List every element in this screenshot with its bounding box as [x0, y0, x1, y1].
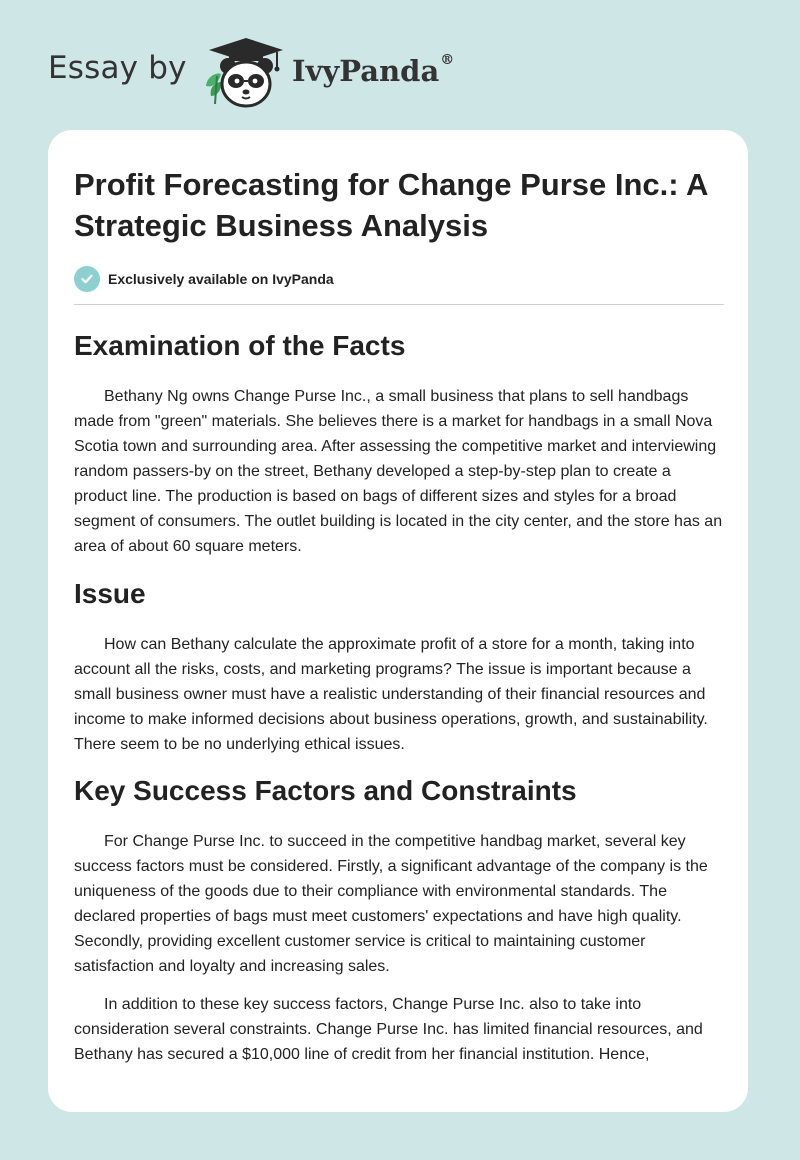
- check-circle-icon: [74, 266, 100, 292]
- section-paragraph: How can Bethany calculate the approximate profit of a store for a month, taking into account all the risks, costs, and marketing programs? The issue is important because a small business owner must have a realistic understanding of their financial resources and income to make informed decisions about business operations, growth, and sustainability. There seem to be no underlying ethical issues.: [74, 636, 708, 753]
- brand-name-text: IvyPanda: [292, 54, 440, 88]
- essay-by-label: Essay by: [48, 50, 187, 86]
- article-title: Profit Forecasting for Change Purse Inc.: A Strategic Business Analysis: [74, 167, 708, 243]
- registered-mark: ®: [440, 52, 455, 68]
- exclusive-badge: [74, 265, 724, 293]
- section-paragraph: In addition to these key success factors, Change Purse Inc. also to take into consideration several constraints. Change Purse Inc. has limited financial resources, and Bethany has secured a $10,000 line of credit from her financial institution. Hence,: [74, 996, 703, 1063]
- section-heading-facts: Examination of the Facts: [74, 330, 406, 361]
- section-heading-issue: Issue: [74, 578, 146, 609]
- section-paragraph: For Change Purse Inc. to succeed in the competitive handbag market, several key success factors must be considered. Firstly, a significant advantage of the company is the uniqueness of the goods due to their compliance with environmental standards. The declared properties of bags must meet customers' expectations and have high quality. Secondly, providing excellent customer service is critical to maintaining customer satisfaction and loyalty and increasing sales.: [74, 833, 708, 975]
- title-divider: [74, 304, 724, 305]
- article-content: [74, 164, 724, 1067]
- panda-logo-icon[interactable]: [203, 36, 285, 110]
- brand-name[interactable]: [292, 54, 454, 88]
- exclusive-text: Exclusively available on IvyPanda: [108, 271, 334, 287]
- section-heading-success-factors: Key Success Factors and Constraints: [74, 775, 577, 806]
- section-paragraph: Bethany Ng owns Change Purse Inc., a small business that plans to sell handbags made from "green" materials. She believes there is a market for handbags in a small Nova Scotia town and surrounding area. After assessing the competitive market and interviewing random passers-by on the street, Bethany developed a step-by-step plan to create a product line. The production is based on bags of different sizes and styles for a broad segment of consumers. The outlet building is located in the city center, and the store has an area of about 60 square meters.: [74, 388, 723, 555]
- article-card: [48, 130, 748, 1112]
- site-header: [48, 30, 508, 110]
